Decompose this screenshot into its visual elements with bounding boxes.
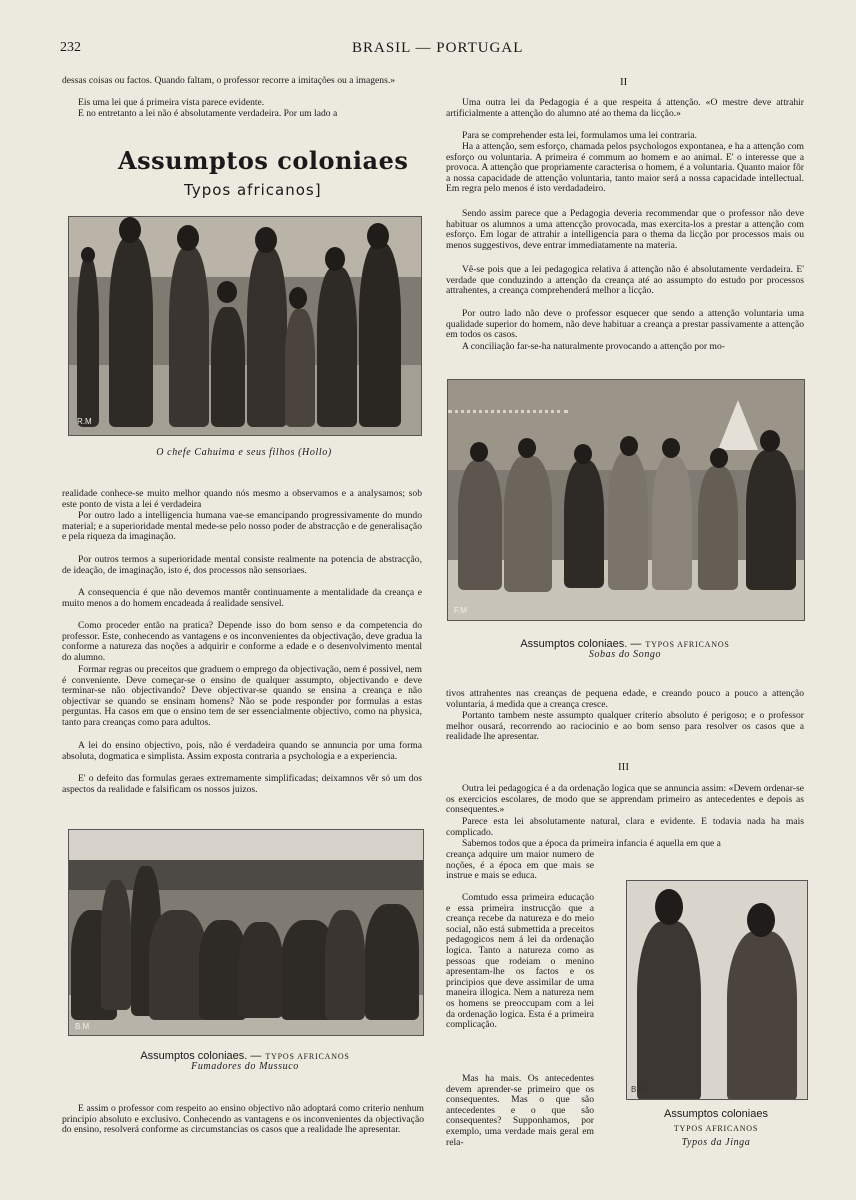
- paragraph: dessas coisas ou factos. Quando faltam, o professor recorre a imitações ou a imagens.»: [62, 75, 396, 86]
- paragraph: E' o defeito das formulas geraes extremamente simplificadas; deixamnos vêr só um dos aspectos da realidade e falsificam os nossos juizos.: [62, 773, 422, 795]
- photo-chief-cahuima: [68, 216, 422, 436]
- section-heading: III: [618, 761, 629, 773]
- paragraph: A lei do ensino objectivo, pois, não é verdadeira quando se annuncia por uma forma absoluta, dogmatica e simplista. Assim exposta contraria a psychologia e a experiencia.: [62, 740, 422, 762]
- paragraph: Uma outra lei da Pedagogia é a que respeita á attenção. «O mestre deve attrahir artificialmente a attenção do alumno até ao thema da licção.»: [446, 97, 804, 119]
- caption-main: Assumptos coloniaes. —: [140, 1050, 262, 1062]
- photo-fumadores-do-mussuco: [68, 829, 424, 1036]
- paragraph: Vê-se pois que a lei pedagogica relativa á attenção não é absolutamente verdadeira. E' verdade que conduzindo a attenção da creança até ao assumpto do estudo por processos attrahentes, a creança comprehenderá melhor a licção.: [446, 264, 804, 297]
- paragraph: realidade conhece-se muito melhor quando nós mesmo a observamos e a analysamos; sob este ponto de vista a lei é verdadeira: [62, 488, 422, 510]
- photo-caption: O chefe Cahuima e seus filhos (Hollo): [156, 447, 332, 458]
- photo-monogram: B.M: [75, 1022, 90, 1031]
- paragraph: Formar regras ou preceitos que graduem o emprego da objectivação, nem é possivel, nem é conveniente. Deve começar-se o ensino de qualquer assumpto, objectivando e deve terminar-se não objectivando? Deve objectivar-se quando se ensina a creança e não objectivar se quando se ensinam homens? Não se pode responder por formulas a estas perguntas. Ha casos em que o ensino tem de ser essencialmente objectivo, como na physica, tanto para creanças como para adultos.: [62, 664, 422, 728]
- running-title: BRASIL — PORTUGAL: [352, 40, 524, 56]
- paragraph: Mas ha mais. Os antecedentes devem aprender-se primeiro que os consequentes. Mas o que são antecedentes e o que são consequentes? Supponhamos, por exemplo, uma verdade mais geral em rela-: [446, 1073, 594, 1148]
- section-heading: II: [620, 76, 628, 88]
- paragraph: E assim o professor com respeito ao ensino objectivo não adoptará como criterio nenhum principio absoluto e exclusivo. Conhecendo as vantagens e os inconvenientes da objectivação do ensino, resolverá conforme as circumstancias os casos que a realidade lhe apresentar.: [62, 1103, 424, 1136]
- paragraph: Portanto tambem neste assumpto qualquer criterio absoluto é perigoso; e o professor melhor ousará, recorrendo ao raciocinio e ao bom senso para resolver os casos que a realidade lhe apresentar.: [446, 710, 804, 743]
- photo-typos-da-jinga: [626, 880, 808, 1100]
- paragraph: Por outro lado não deve o professor esquecer que sendo a attenção voluntaria uma qualidade superior do homem, não deve habituar a creança a prestar passivamente a attenção em todos os casos.: [446, 308, 804, 341]
- photo-caption-italic: Typos da Jinga: [681, 1137, 751, 1148]
- paragraph: Sendo assim parece que a Pedagogia deveria recommendar que o professor não deve habituar os alumnos a uma attencção provocada, mas exercita-los a prestar a attenção com esforço. Em logar de attrahir a intelligencia para o thema da licção por processos mais ou menos suggestivos, deve entrar immediatamente na materia.: [446, 208, 804, 251]
- paragraph: Como proceder então na pratica? Depende isso do bom senso e da competencia do professor. Este, conhecendo as vantagens e os inconvenientes da objectivação, deve gradua la conforme a natureza das noções a adquirir e conforme a edade e o desenvolvimento mental do alumno.: [62, 620, 422, 663]
- photo-caption-italic: Fumadores do Mussuco: [191, 1061, 299, 1072]
- feature-title: Assumptos coloniaes: [118, 146, 409, 175]
- paragraph: Para se comprehender esta lei, formulamos uma lei contraria.: [462, 130, 697, 141]
- caption-main: Assumptos coloniaes: [664, 1108, 768, 1120]
- paragraph: E no entretanto a lei não é absolutamente verdadeira. Por um lado a: [78, 108, 338, 119]
- photo-caption-italic: Sobas do Songo: [588, 649, 662, 660]
- caption-smallcaps: TYPOS AFRICANOS: [265, 1052, 350, 1061]
- paragraph: Eis uma lei que á primeira vista parece evidente.: [78, 97, 265, 108]
- feature-subtitle: Typos africanos]: [184, 181, 322, 199]
- paragraph: Comtudo essa primeira educação e essa primeira instrucção que a creança recebe da natureza e do meio social, não está submettida a preceitos pedagogicos nem á lei da ordenação logica. Tanto a natureza como as pessoas que rodeiam o menino apresentam-lhe os factos e os principios que deve assimilar de uma maneira illogica. Nem a natureza nem os homens se preoccupam com a lei da ordenação logica. Esta é a primeira complicação.: [446, 892, 594, 1031]
- photo-monogram: F.M: [454, 606, 467, 615]
- photo-monogram: B.M: [631, 1085, 646, 1094]
- paragraph: A consequencia é que não devemos mantêr continuamente a mentalidade da creança e muito menos a do homem encadeada á realidade sensivel.: [62, 587, 422, 609]
- paragraph: Por outros termos a superioridade mental consiste realmente na potencia de abstracção, de ideação, de imaginação, isto é, dos processos não sensoriaes.: [62, 554, 422, 576]
- paragraph: Sabemos todos que a época da primeira infancia é aquella em que a: [462, 838, 721, 849]
- paragraph: Outra lei pedagogica é a da ordenação logica que se annuncia assim: «Devem ordenar-se os exercicios escolares, de modo que se apprendam primeiro as antecedentes e depois as consequentes.»: [446, 783, 804, 816]
- paragraph: A conciliação far-se-ha naturalmente provocando a attenção por mo-: [462, 341, 725, 352]
- paragraph: Por outro lado a intelligencia humana vae-se emancipando progressivamente do mundo material; e a superioridade mental mede-se pelo nosso poder de abstracção e de generalisação e pela riqueza da imaginação.: [62, 510, 422, 543]
- paragraph: Parece esta lei absolutamente natural, clara e evidente. E todavia nada ha mais complicado.: [446, 816, 804, 838]
- caption-smallcaps: TYPOS AFRICANOS: [645, 640, 730, 649]
- page-number: 232: [60, 40, 81, 55]
- caption-smallcaps: TYPOS AFRICANOS: [673, 1124, 759, 1133]
- paragraph: tivos attrahentes nas creanças de pequena edade, e creando pouco a pouco a attenção voluntaria, á medida que a creança cresce.: [446, 688, 804, 710]
- photo-monogram: R.M: [77, 417, 92, 426]
- caption-main: Assumptos coloniaes. —: [520, 638, 642, 650]
- paragraph: Ha a attenção, sem esforço, chamada pelos psychologos expontanea, e ha a attenção com esforço ou voluntaria. A primeira é commum ao homem e ao animal. E' o interesse que a provoca. A attenção que propriamente caracterisa o homem, é a voluntaria. Quanto maior fôr a nossa capacidade de attenção voluntaria, tanto maior será a nossa capacidade intellectual. Em regra pelo menos é isto verdadadeiro.: [446, 141, 804, 195]
- paragraph: creança adquire um maior numero de noções, é a época em que mais se instrue e mais se educa.: [446, 849, 594, 882]
- photo-sobas-do-songo: [447, 379, 805, 621]
